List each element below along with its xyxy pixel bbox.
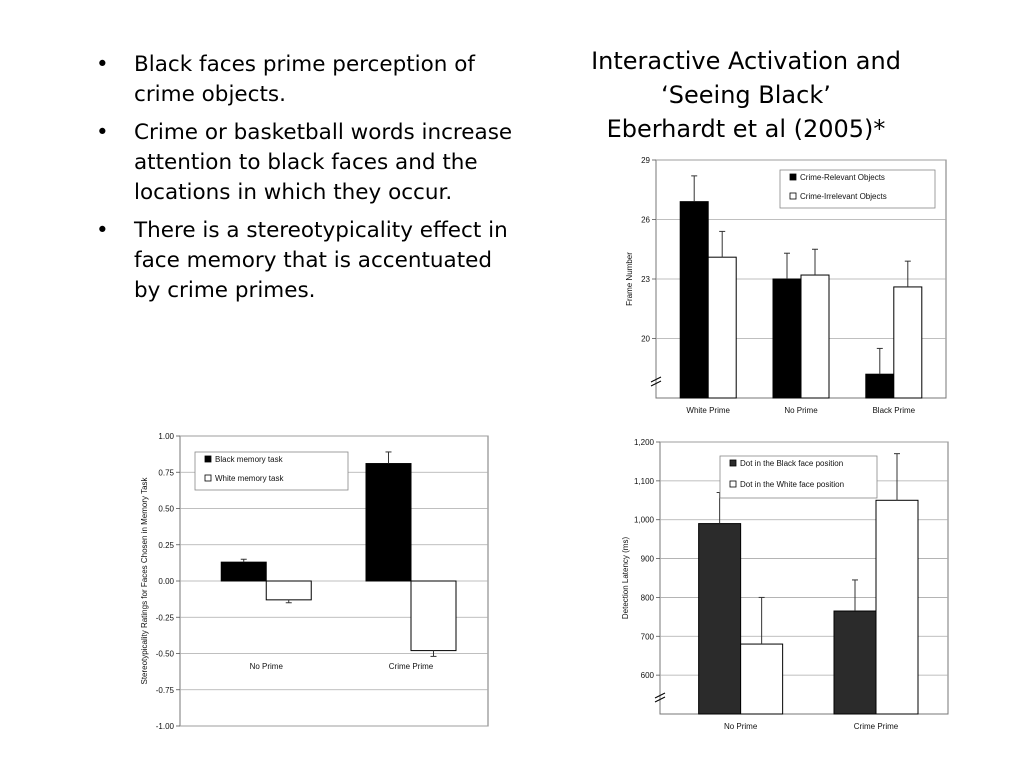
legend-swatch: [205, 475, 211, 481]
y-tick-label: -0.75: [155, 685, 174, 695]
y-tick-label: 1,200: [633, 438, 654, 447]
bar: [866, 374, 894, 398]
y-tick-label: 800: [640, 593, 654, 603]
legend-swatch: [205, 456, 211, 462]
bar: [801, 275, 829, 398]
y-tick-label: 26: [641, 215, 650, 225]
category-label: No Prime: [249, 662, 283, 671]
bar: [221, 562, 266, 581]
y-tick-label: -1.00: [155, 722, 174, 731]
y-tick-label: 20: [641, 334, 650, 344]
bar: [894, 287, 922, 398]
category-label: Crime Prime: [853, 722, 899, 731]
y-tick-label: 0.50: [158, 504, 174, 514]
detection-latency-chart: [600, 432, 960, 737]
category-label: Black Prime: [872, 406, 916, 415]
legend-swatch: [790, 193, 796, 199]
bullet-dot-icon: •: [96, 52, 109, 77]
y-tick-label: -0.50: [155, 649, 174, 659]
y-tick-label: 900: [640, 554, 654, 564]
bullet-dot-icon: •: [96, 218, 109, 243]
y-tick-label: 0.00: [158, 577, 174, 586]
category-label: White Prime: [686, 406, 730, 415]
legend-swatch: [730, 481, 736, 487]
frame-number-chart: [600, 150, 960, 422]
y-tick-label: 23: [641, 275, 650, 284]
y-tick-label: 1,100: [633, 476, 654, 486]
y-tick-label: 0.75: [158, 468, 174, 478]
legend-swatch: [790, 174, 796, 180]
bullet-text: There is a stereotypicality effect in face memory that is accentuated by crime primes.: [134, 218, 508, 303]
title-line: Interactive Activation and: [591, 47, 901, 75]
bullet-text: Crime or basketball words increase attention to black faces and the locations in which they occur.: [134, 120, 513, 205]
legend-swatch: [730, 460, 736, 466]
bullet-item: [96, 118, 516, 208]
title-line: Eberhardt et al (2005)*: [606, 115, 886, 143]
y-tick-label: 29: [641, 156, 650, 165]
legend-label: Crime-Irrelevant Objects: [800, 192, 887, 201]
legend-label: Dot in the Black face position: [740, 459, 844, 468]
bullet-dot-icon: •: [96, 120, 109, 145]
y-axis-label: Frame Number: [625, 252, 634, 306]
bar: [699, 524, 741, 714]
legend-label: White memory task: [215, 474, 284, 483]
bar: [741, 644, 783, 714]
bar: [773, 279, 801, 398]
bar: [876, 500, 918, 714]
slide-title: [540, 44, 952, 146]
bullet-item: [96, 216, 516, 306]
bar: [266, 581, 311, 600]
legend-label: Dot in the White face position: [740, 480, 845, 489]
y-tick-label: -0.25: [155, 613, 174, 623]
y-tick-label: 700: [640, 632, 654, 642]
legend-label: Black memory task: [215, 455, 283, 464]
bullet-text: Black faces prime perception of crime objects.: [134, 52, 475, 107]
bar: [834, 611, 876, 714]
bar: [411, 581, 456, 651]
y-axis-label: Detection Latency (ms): [621, 536, 630, 620]
y-tick-label: 0.25: [158, 540, 174, 550]
bullet-item: [96, 50, 516, 110]
y-tick-label: 1.00: [158, 432, 174, 441]
category-label: No Prime: [784, 406, 818, 415]
legend-label: Crime-Relevant Objects: [800, 173, 885, 182]
category-label: No Prime: [723, 722, 758, 731]
title-line: ‘Seeing Black’: [661, 81, 831, 109]
category-label: Crime Prime: [388, 662, 434, 671]
y-tick-label: 1,000: [633, 515, 654, 525]
bar: [366, 464, 411, 581]
bar: [680, 202, 708, 398]
bullet-list: [96, 50, 516, 314]
bar: [708, 257, 736, 398]
stereotypicality-chart: [130, 428, 500, 736]
y-axis-label: Stereotypicality Ratings for Faces Chosen in Memory Task: [140, 477, 149, 685]
y-tick-label: 600: [640, 671, 654, 681]
